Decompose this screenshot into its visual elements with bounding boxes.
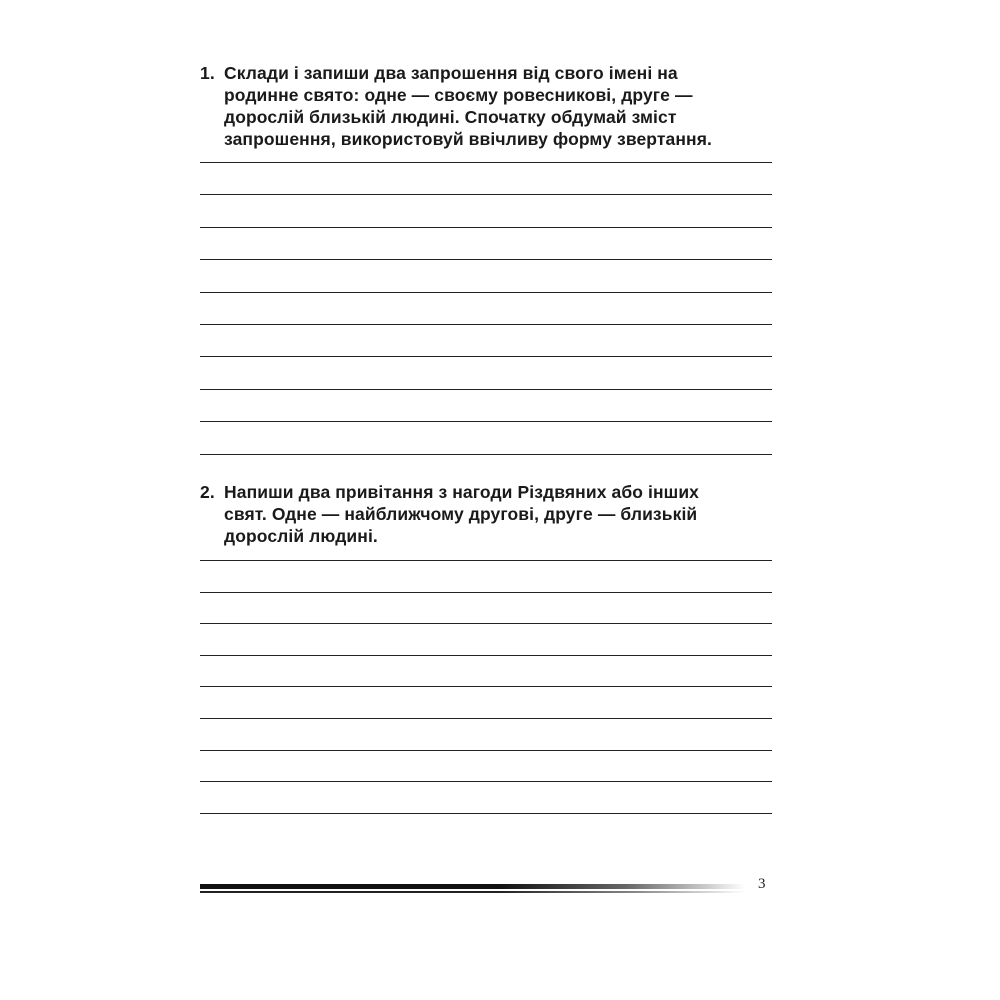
task-1-prompt-line: запрошення, використовуй ввічливу форму звертання. — [224, 129, 712, 149]
answer-line[interactable] — [200, 592, 772, 593]
answer-line[interactable] — [200, 324, 772, 325]
task-1 — [200, 62, 772, 150]
footer-rule-thin — [200, 891, 745, 893]
footer-rule — [200, 884, 745, 893]
task-1-prompt-line: Склади і запиши два запрошення від свого імені на — [224, 63, 678, 83]
answer-line[interactable] — [200, 421, 772, 422]
task-2-prompt-line: дорослій людині. — [224, 526, 378, 546]
answer-line[interactable] — [200, 292, 772, 293]
answer-line[interactable] — [200, 356, 772, 357]
task-1-prompt — [200, 62, 772, 150]
page-number: 3 — [758, 876, 766, 892]
answer-line[interactable] — [200, 227, 772, 228]
task-1-number: 1. — [200, 63, 215, 83]
answer-line[interactable] — [200, 686, 772, 687]
answer-line[interactable] — [200, 750, 772, 751]
answer-line[interactable] — [200, 781, 772, 782]
answer-line[interactable] — [200, 623, 772, 624]
answer-line[interactable] — [200, 560, 772, 561]
answer-line[interactable] — [200, 454, 772, 455]
answer-line[interactable] — [200, 162, 772, 163]
answer-line[interactable] — [200, 718, 772, 719]
answer-line[interactable] — [200, 389, 772, 390]
answer-line[interactable] — [200, 259, 772, 260]
answer-line[interactable] — [200, 655, 772, 656]
footer-rule-thick — [200, 884, 745, 889]
task-2 — [200, 481, 772, 547]
task-2-prompt — [200, 481, 772, 547]
task-1-prompt-line: родинне свято: одне — своєму ровесникові, друге — — [224, 85, 693, 105]
task-1-prompt-line: дорослій близькій людині. Спочатку обдумай зміст — [224, 107, 677, 127]
task-2-number: 2. — [200, 482, 215, 502]
answer-line[interactable] — [200, 194, 772, 195]
task-2-prompt-line: свят. Одне — найближчому другові, друге — близькій — [224, 504, 698, 524]
task-2-prompt-line: Напиши два привітання з нагоди Різдвяних або інших — [224, 482, 700, 502]
answer-line[interactable] — [200, 813, 772, 814]
